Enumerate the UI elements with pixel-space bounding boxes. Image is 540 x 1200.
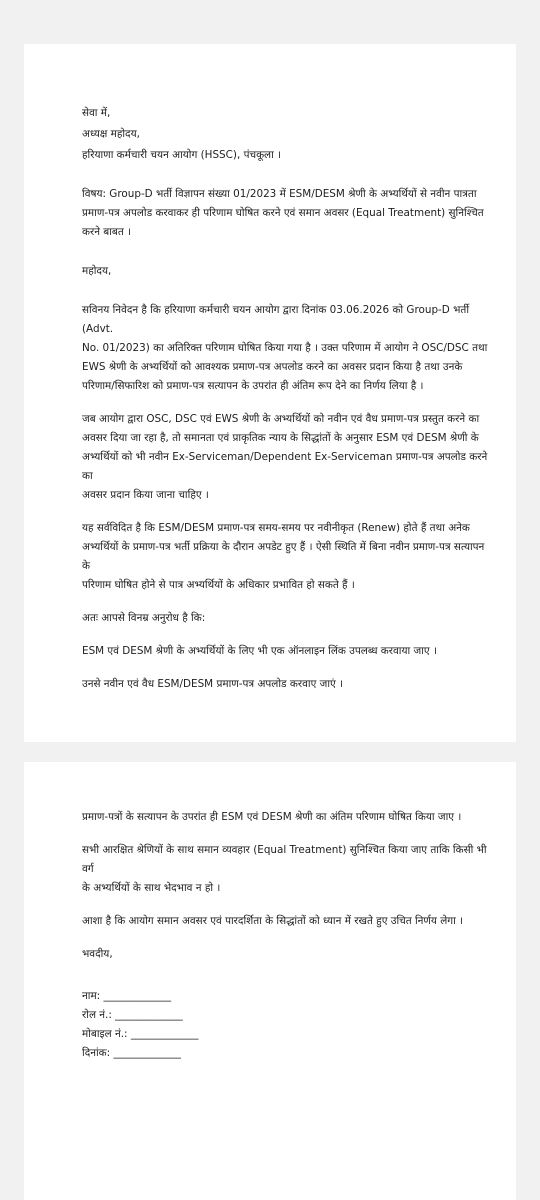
salutation-to: सेवा में, [82,107,111,119]
paragraph-3 [82,519,488,595]
paragraph-1 [82,301,488,396]
subject-line: करने बाबत । [82,226,132,238]
date-field: दिनांक: _____________ [82,1047,181,1059]
paragraph-line: जब आयोग द्वारा OSC, DSC एवं EWS श्रेणी के अभ्यर्थियों को नवीन एवं वैध प्रमाण-पत्र प्रस्तुत करने का [82,413,480,425]
request-item [82,841,488,898]
subject-block [82,185,488,242]
paragraph-line: EWS श्रेणी के अभ्यर्थियों को आवश्यक प्रमाण-पत्र अपलोड करने का अवसर प्रदान किया है तथा उनके [82,361,463,373]
paragraph-line: परिणाम/सिफारिश को प्रमाण-पत्र सत्यापन के उपरांत ही अंतिम रूप देने का निर्णय लिया है । [82,380,424,392]
paragraph-line: अवसर दिया जा रहा है, तो समानता एवं प्राकृतिक न्याय के सिद्धांतों के अनुसार ESM एवं DESM श्रेणी के [82,432,479,444]
letter-page-1 [24,44,516,742]
signature-block [82,987,488,1063]
mobile-number-field: मोबाइल नं.: _____________ [82,1028,199,1040]
valediction: भवदीय, [82,948,113,960]
request-line: सभी आरक्षित श्रेणियों के साथ समान व्यवहार (Equal Treatment) सुनिश्चित किया जाए ताकि किसी भी वर्ग [82,844,487,875]
request-intro: अतः आपसे विनम्र अनुरोध है कि: [82,612,206,624]
paragraph-line: सविनय निवेदन है कि हरियाणा कर्मचारी चयन आयोग द्वारा दिनांक 03.06.2026 को Group-D भर्ती (Advt. [82,304,470,335]
paragraph-line: No. 01/2023) का अतिरिक्त परिणाम घोषित किया गया है । उक्त परिणाम में आयोग ने OSC/DSC तथा [82,342,488,354]
paragraph-line: यह सर्वविदित है कि ESM/DESM प्रमाण-पत्र समय-समय पर नवीनीकृत (Renew) होते हैं तथा अनेक [82,522,470,534]
name-field: नाम: _____________ [82,990,172,1002]
paragraph-line: अभ्यर्थियों को भी नवीन Ex-Serviceman/Dependent Ex-Serviceman प्रमाण-पत्र अपलोड करने का [82,451,488,482]
roll-number-field: रोल नं.: _____________ [82,1009,183,1021]
request-item: ESM एवं DESM श्रेणी के अभ्यर्थियों के लिए भी एक ऑनलाइन लिंक उपलब्ध करवाया जाए । [82,645,437,657]
recipient-title: अध्यक्ष महोदय, [82,128,140,140]
paragraph-line: अभ्यर्थियों के प्रमाण-पत्र भर्ती प्रक्रिया के दौरान अपडेट हुए हैं । ऐसी स्थिति में बिना नवीन प्रमाण-पत्र सत्यापन के [82,541,485,572]
letter-page-2 [24,762,516,1200]
closing-hope: आशा है कि आयोग समान अवसर एवं पारदर्शिता के सिद्धांतों को ध्यान में रखते हुए उचित निर्णय लेगा । [82,915,464,927]
subject-line: विषय: Group-D भर्ती विज्ञापन संख्या 01/2023 में ESM/DESM श्रेणी के अभ्यर्थियों से नवीन पात्रता [82,188,477,200]
paragraph-line: अवसर प्रदान किया जाना चाहिए । [82,489,209,501]
paragraph-line: परिणाम घोषित होने से पात्र अभ्यर्थियों के अधिकार प्रभावित हो सकते हैं । [82,579,355,591]
request-item: प्रमाण-पत्रों के सत्यापन के उपरांत ही ESM एवं DESM श्रेणी का अंतिम परिणाम घोषित किया जाए । [82,811,462,823]
greeting: महोदय, [82,265,112,277]
recipient-org: हरियाणा कर्मचारी चयन आयोग (HSSC), पंचकूला । [82,149,282,161]
paragraph-2 [82,410,488,505]
subject-line: प्रमाण-पत्र अपलोड करवाकर ही परिणाम घोषित करने एवं समान अवसर (Equal Treatment) सुनिश्चित [82,207,484,219]
request-item: उनसे नवीन एवं वैध ESM/DESM प्रमाण-पत्र अपलोड करवाए जाएं । [82,678,344,690]
request-line: के अभ्यर्थियों के साथ भेदभाव न हो । [82,882,221,894]
